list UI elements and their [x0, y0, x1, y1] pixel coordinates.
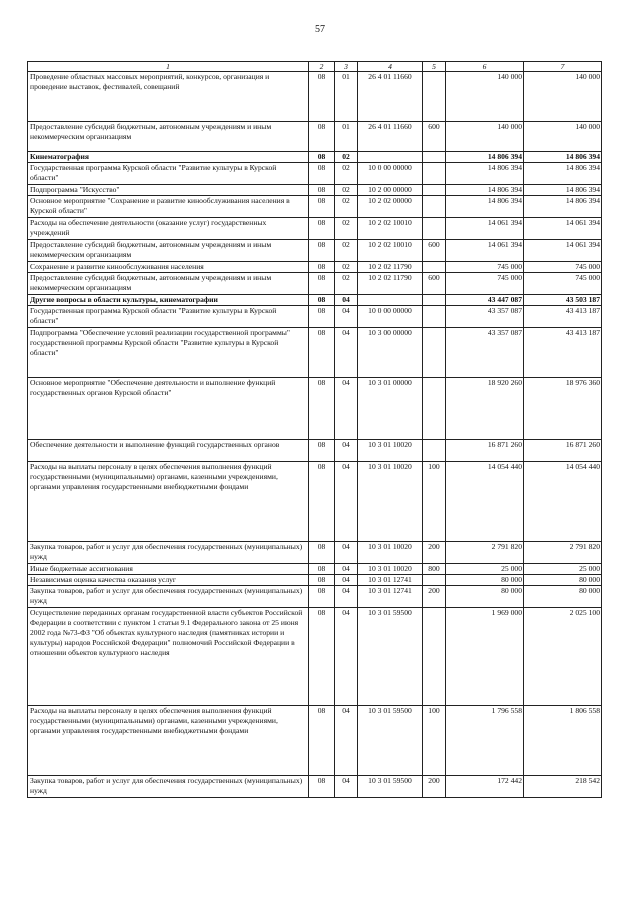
- amount-year-2: 18 976 360: [524, 378, 602, 440]
- amount-year-2: 14 061 394: [524, 240, 602, 262]
- amount-year-1: 14 054 440: [446, 462, 524, 542]
- expense-type-code: [423, 196, 446, 218]
- expense-type-code: 800: [423, 564, 446, 575]
- item-name: Закупка товаров, работ и услуг для обеспечения государственных (муниципальных) нужд: [28, 542, 309, 564]
- expense-type-code: 200: [423, 542, 446, 564]
- target-article-code: 10 2 02 10010: [358, 218, 423, 240]
- amount-year-1: 14 806 394: [446, 163, 524, 185]
- amount-year-2: 14 054 440: [524, 462, 602, 542]
- amount-year-2: 140 000: [524, 122, 602, 152]
- expense-type-code: [423, 575, 446, 586]
- section-code: 08: [309, 328, 335, 378]
- item-name: Другие вопросы в области культуры, кинематографии: [28, 295, 309, 306]
- table-row: [28, 240, 602, 262]
- section-code: 08: [309, 262, 335, 273]
- target-article-code: 10 3 01 59500: [358, 608, 423, 706]
- expense-type-code: [423, 262, 446, 273]
- amount-year-2: 80 000: [524, 575, 602, 586]
- table-row: [28, 185, 602, 196]
- subsection-code: 04: [335, 542, 358, 564]
- amount-year-1: 1 969 000: [446, 608, 524, 706]
- item-name: Сохранение и развитие кинообслуживания населения: [28, 262, 309, 273]
- item-name: Подпрограмма "Обеспечение условий реализации государственной программы" государственной программы Курской области "Развитие культуры в Курской области": [28, 328, 309, 378]
- table-row: [28, 152, 602, 163]
- subsection-code: 02: [335, 240, 358, 262]
- amount-year-1: 14 061 394: [446, 240, 524, 262]
- item-name: Закупка товаров, работ и услуг для обеспечения государственных (муниципальных) нужд: [28, 776, 309, 798]
- column-number-row: [28, 62, 602, 72]
- subsection-code: 04: [335, 776, 358, 798]
- section-code: 08: [309, 163, 335, 185]
- expense-type-code: [423, 72, 446, 122]
- subsection-code: 04: [335, 295, 358, 306]
- table-row: [28, 575, 602, 586]
- section-code: 08: [309, 462, 335, 542]
- table-row: [28, 218, 602, 240]
- table-row: [28, 295, 602, 306]
- item-name: Расходы на выплаты персоналу в целях обеспечения выполнения функций государственными (муниципальными) органами, казенными учреждениями, органами управления государственными внебюджетными фондами: [28, 462, 309, 542]
- table-row: [28, 196, 602, 218]
- target-article-code: [358, 152, 423, 163]
- amount-year-1: 172 442: [446, 776, 524, 798]
- amount-year-2: 43 413 187: [524, 306, 602, 328]
- target-article-code: 10 2 02 11790: [358, 273, 423, 295]
- subsection-code: 04: [335, 378, 358, 440]
- section-code: 08: [309, 706, 335, 776]
- expense-type-code: [423, 608, 446, 706]
- amount-year-2: 16 871 260: [524, 440, 602, 462]
- expense-type-code: 200: [423, 586, 446, 608]
- expense-type-code: [423, 378, 446, 440]
- item-name: Кинематография: [28, 152, 309, 163]
- section-code: 08: [309, 586, 335, 608]
- amount-year-2: 1 806 558: [524, 706, 602, 776]
- amount-year-1: 1 796 558: [446, 706, 524, 776]
- expense-type-code: 600: [423, 273, 446, 295]
- target-article-code: 10 3 01 59500: [358, 776, 423, 798]
- table-row: [28, 462, 602, 542]
- amount-year-1: 80 000: [446, 575, 524, 586]
- amount-year-1: 14 061 394: [446, 218, 524, 240]
- amount-year-1: 140 000: [446, 72, 524, 122]
- amount-year-1: 80 000: [446, 586, 524, 608]
- item-name: Государственная программа Курской области "Развитие культуры в Курской области": [28, 163, 309, 185]
- table-row: [28, 328, 602, 378]
- section-code: 08: [309, 564, 335, 575]
- amount-year-2: 25 000: [524, 564, 602, 575]
- budget-table: [27, 61, 602, 798]
- amount-year-2: 43 503 187: [524, 295, 602, 306]
- target-article-code: 10 3 01 59500: [358, 706, 423, 776]
- section-code: 08: [309, 218, 335, 240]
- table-row: [28, 706, 602, 776]
- subsection-code: 04: [335, 328, 358, 378]
- amount-year-2: 140 000: [524, 72, 602, 122]
- subsection-code: 04: [335, 706, 358, 776]
- table-row: [28, 262, 602, 273]
- section-code: 08: [309, 240, 335, 262]
- subsection-code: 02: [335, 273, 358, 295]
- amount-year-2: 14 806 394: [524, 185, 602, 196]
- table-row: [28, 586, 602, 608]
- section-code: 08: [309, 542, 335, 564]
- subsection-code: 01: [335, 122, 358, 152]
- table-row: [28, 776, 602, 798]
- expense-type-code: [423, 440, 446, 462]
- table-row: [28, 378, 602, 440]
- target-article-code: 10 3 01 12741: [358, 575, 423, 586]
- target-article-code: 10 2 00 00000: [358, 185, 423, 196]
- subsection-code: 02: [335, 152, 358, 163]
- item-name: Основное мероприятие "Сохранение и развитие кинообслуживания населения в Курской области": [28, 196, 309, 218]
- target-article-code: 10 3 01 12741: [358, 586, 423, 608]
- amount-year-2: 14 806 394: [524, 152, 602, 163]
- column-number: 3: [335, 62, 358, 72]
- target-article-code: 10 3 01 10020: [358, 462, 423, 542]
- amount-year-1: 745 000: [446, 262, 524, 273]
- expense-type-code: [423, 152, 446, 163]
- subsection-code: 04: [335, 306, 358, 328]
- column-number: 4: [358, 62, 423, 72]
- expense-type-code: 200: [423, 776, 446, 798]
- subsection-code: 04: [335, 608, 358, 706]
- subsection-code: 02: [335, 185, 358, 196]
- amount-year-2: 80 000: [524, 586, 602, 608]
- amount-year-1: 14 806 394: [446, 185, 524, 196]
- table-row: [28, 542, 602, 564]
- expense-type-code: 600: [423, 240, 446, 262]
- amount-year-1: 2 791 820: [446, 542, 524, 564]
- amount-year-1: 140 000: [446, 122, 524, 152]
- target-article-code: 26 4 01 11660: [358, 122, 423, 152]
- subsection-code: 04: [335, 462, 358, 542]
- expense-type-code: [423, 185, 446, 196]
- item-name: Обеспечение деятельности и выполнение функций государственных органов: [28, 440, 309, 462]
- amount-year-1: 25 000: [446, 564, 524, 575]
- amount-year-1: 43 357 087: [446, 328, 524, 378]
- target-article-code: 10 0 00 00000: [358, 306, 423, 328]
- column-number: 2: [309, 62, 335, 72]
- item-name: Расходы на выплаты персоналу в целях обеспечения выполнения функций государственными (муниципальными) органами, казенными учреждениями, органами управления государственными внебюджетными фондами: [28, 706, 309, 776]
- expense-type-code: 100: [423, 462, 446, 542]
- item-name: Расходы на обеспечение деятельности (оказание услуг) государственных учреждений: [28, 218, 309, 240]
- column-number: 5: [423, 62, 446, 72]
- item-name: Предоставление субсидий бюджетным, автономным учреждениям и иным некоммерческим организациям: [28, 240, 309, 262]
- expense-type-code: 100: [423, 706, 446, 776]
- target-article-code: [358, 295, 423, 306]
- table-row: [28, 564, 602, 575]
- section-code: 08: [309, 608, 335, 706]
- subsection-code: 02: [335, 218, 358, 240]
- amount-year-2: 43 413 187: [524, 328, 602, 378]
- target-article-code: 26 4 01 11660: [358, 72, 423, 122]
- section-code: 08: [309, 122, 335, 152]
- section-code: 08: [309, 185, 335, 196]
- item-name: Предоставление субсидий бюджетным, автономным учреждениям и иным некоммерческим организациям: [28, 122, 309, 152]
- target-article-code: 10 3 00 00000: [358, 328, 423, 378]
- amount-year-2: 14 806 394: [524, 196, 602, 218]
- target-article-code: 10 0 00 00000: [358, 163, 423, 185]
- amount-year-1: 745 000: [446, 273, 524, 295]
- expense-type-code: 600: [423, 122, 446, 152]
- expense-type-code: [423, 218, 446, 240]
- expense-type-code: [423, 306, 446, 328]
- item-name: Государственная программа Курской области "Развитие культуры в Курской области": [28, 306, 309, 328]
- amount-year-2: 745 000: [524, 262, 602, 273]
- amount-year-1: 43 447 087: [446, 295, 524, 306]
- table-row: [28, 72, 602, 122]
- item-name: Предоставление субсидий бюджетным, автономным учреждениям и иным некоммерческим организациям: [28, 273, 309, 295]
- subsection-code: 01: [335, 72, 358, 122]
- subsection-code: 02: [335, 163, 358, 185]
- target-article-code: 10 2 02 00000: [358, 196, 423, 218]
- column-number: 7: [524, 62, 602, 72]
- section-code: 08: [309, 152, 335, 163]
- amount-year-1: 18 920 260: [446, 378, 524, 440]
- table-row: [28, 163, 602, 185]
- expense-type-code: [423, 295, 446, 306]
- section-code: 08: [309, 273, 335, 295]
- section-code: 08: [309, 306, 335, 328]
- section-code: 08: [309, 295, 335, 306]
- expense-type-code: [423, 328, 446, 378]
- target-article-code: 10 2 02 11790: [358, 262, 423, 273]
- amount-year-2: 2 791 820: [524, 542, 602, 564]
- page-number: 57: [315, 24, 325, 35]
- section-code: 08: [309, 575, 335, 586]
- amount-year-2: 745 000: [524, 273, 602, 295]
- amount-year-1: 14 806 394: [446, 196, 524, 218]
- target-article-code: 10 2 02 10010: [358, 240, 423, 262]
- table-row: [28, 608, 602, 706]
- subsection-code: 04: [335, 564, 358, 575]
- amount-year-2: 14 061 394: [524, 218, 602, 240]
- section-code: 08: [309, 72, 335, 122]
- table-row: [28, 440, 602, 462]
- amount-year-2: 14 806 394: [524, 163, 602, 185]
- target-article-code: 10 3 01 00000: [358, 378, 423, 440]
- section-code: 08: [309, 440, 335, 462]
- amount-year-1: 16 871 260: [446, 440, 524, 462]
- amount-year-2: 2 025 100: [524, 608, 602, 706]
- subsection-code: 04: [335, 586, 358, 608]
- amount-year-2: 218 542: [524, 776, 602, 798]
- item-name: Осуществление переданных органам государственной власти субъектов Российской Федерации в соответствии с пунктом 1 статьи 9.1 Федерального закона от 25 июня 2002 года №73-ФЗ "Об объектах культурного наследия (памятниках истории и культуры) народов Российской Федерации" полномочий Российской Федерации в отношении объектов культурного наследия: [28, 608, 309, 706]
- item-name: Основное мероприятие "Обеспечение деятельности и выполнение функций государственных органов Курской области": [28, 378, 309, 440]
- table-row: [28, 273, 602, 295]
- target-article-code: 10 3 01 10020: [358, 564, 423, 575]
- section-code: 08: [309, 776, 335, 798]
- item-name: Подпрограмма "Искусство": [28, 185, 309, 196]
- amount-year-1: 14 806 394: [446, 152, 524, 163]
- item-name: Независимая оценка качества оказания услуг: [28, 575, 309, 586]
- amount-year-1: 43 357 087: [446, 306, 524, 328]
- item-name: Закупка товаров, работ и услуг для обеспечения государственных (муниципальных) нужд: [28, 586, 309, 608]
- subsection-code: 04: [335, 575, 358, 586]
- target-article-code: 10 3 01 10020: [358, 440, 423, 462]
- subsection-code: 02: [335, 262, 358, 273]
- item-name: Иные бюджетные ассигнования: [28, 564, 309, 575]
- table-row: [28, 122, 602, 152]
- section-code: 08: [309, 196, 335, 218]
- subsection-code: 04: [335, 440, 358, 462]
- column-number: 1: [28, 62, 309, 72]
- column-number: 6: [446, 62, 524, 72]
- item-name: Проведение областных массовых мероприятий, конкурсов, организация и проведение выставок, фестивалей, совещаний: [28, 72, 309, 122]
- target-article-code: 10 3 01 10020: [358, 542, 423, 564]
- subsection-code: 02: [335, 196, 358, 218]
- table-row: [28, 306, 602, 328]
- expense-type-code: [423, 163, 446, 185]
- section-code: 08: [309, 378, 335, 440]
